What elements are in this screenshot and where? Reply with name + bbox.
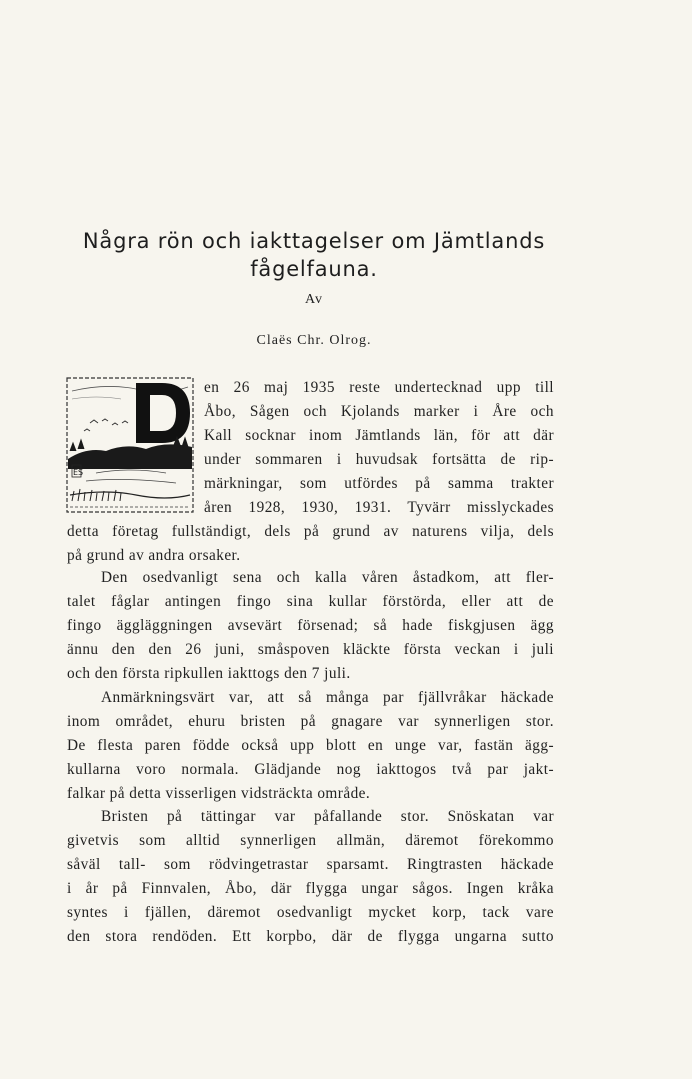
text-line: detta företag fullständigt, dels på grund av naturens vilja, dels: [67, 523, 554, 540]
svg-text:ES: ES: [73, 468, 84, 477]
text-line: den stora rendöden. Ett korpbo, där de flygga ungarna sutto: [67, 928, 554, 945]
text-line: Åbo, Sågen och Kjolands marker i Åre och: [204, 403, 554, 420]
text-line: syntes i fjällen, däremot osedvanligt mycket korp, tack vare: [67, 904, 554, 921]
text-line: och den första ripkullen iakttogs den 7 juli.: [67, 665, 351, 682]
text-line: falkar på detta visserligen vidsträckta område.: [67, 785, 371, 802]
dropcap-landscape-icon: [66, 377, 194, 513]
text-line: kullarna voro normala. Glädjande nog iakttogos två par jakt-: [67, 761, 554, 778]
text-line: Kall socknar inom Jämtlands län, för att där: [204, 427, 554, 444]
text-line: ännu den den 26 juni, småspoven kläckte första veckan i juli: [67, 641, 554, 658]
text-line: Anmärkningsvärt var, att så många par fjällvråkar häckade: [101, 689, 554, 706]
text-line: givetvis som alltid synnerligen allmän, däremot förekommo: [67, 832, 554, 849]
byline-av: Av: [304, 292, 324, 307]
text-line: Den osedvanligt sena och kalla våren åstadkom, att fler-: [101, 569, 554, 586]
text-line: på grund av andra orsaker.: [67, 547, 241, 564]
dropcap-illustration: [66, 377, 194, 513]
text-line: åren 1928, 1930, 1931. Tyvärr misslyckades: [204, 499, 554, 516]
text-line: märkningar, som utfördes på samma trakter: [204, 475, 554, 492]
text-line: inom området, ehuru bristen på gnagare var synnerligen stor.: [67, 713, 554, 730]
text-line: Bristen på tättingar var påfallande stor. Snöskatan var: [101, 808, 554, 825]
paragraph-1-continuation: [67, 520, 554, 568]
paragraph-2: [67, 566, 554, 686]
text-line: i år på Finnvalen, Åbo, där flygga ungar sågos. Ingen kråka: [67, 880, 554, 897]
text-line: såväl tall- som rödvingetrastar sparsamt. Ringtrasten häckade: [67, 856, 554, 873]
article-title: [60, 227, 568, 283]
author-name: Claës Chr. Olrog.: [256, 333, 372, 348]
paragraph-4: [67, 805, 554, 949]
paragraph-1-wrapped: [204, 376, 554, 520]
text-line: en 26 maj 1935 reste undertecknad upp till: [204, 379, 554, 396]
article-title-line-2: fågelfauna.: [250, 257, 378, 281]
article-title-line-1: Några rön och iakttagelser om Jämtlands: [82, 229, 546, 253]
text-line: under sommaren i huvudsak fortsätta de rip-: [204, 451, 554, 468]
text-line: talet fåglar antingen fingo sina kullar förstörda, eller att de: [67, 593, 554, 610]
paragraph-3: [67, 686, 554, 806]
text-line: De flesta paren födde också upp blott en unge var, fastän ägg-: [67, 737, 554, 754]
text-line: fingo äggläggningen avsevärt försenad; så hade fiskgjusen ägg: [67, 617, 554, 634]
